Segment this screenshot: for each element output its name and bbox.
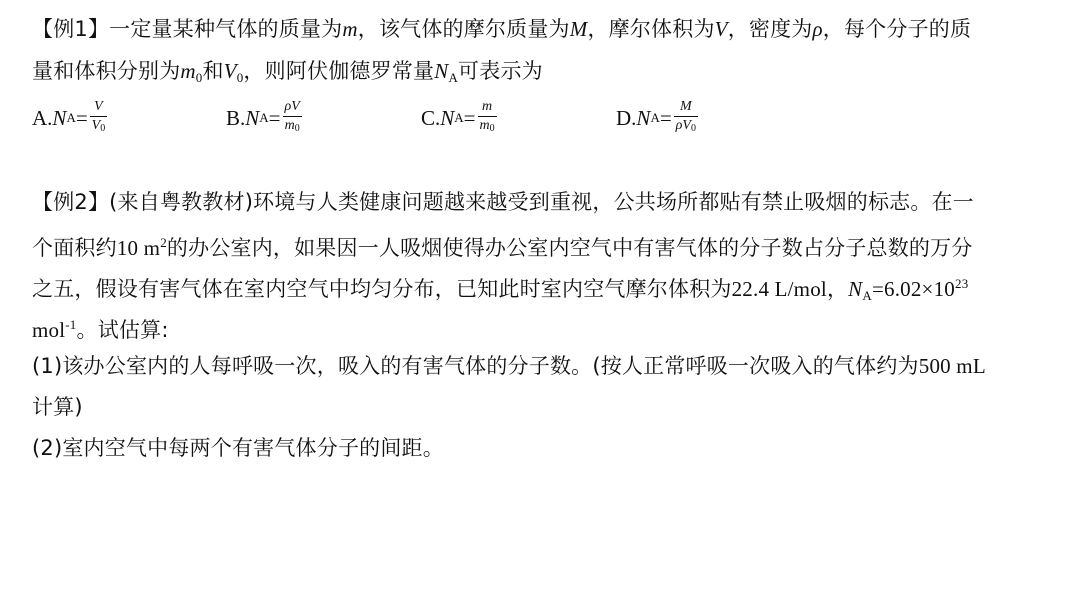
fraction <box>478 99 497 137</box>
fraction <box>90 99 108 137</box>
question-1-line1 <box>32 351 986 381</box>
denominator-symbol: V <box>91 118 101 133</box>
text-segment: ，则阿伏伽德罗常量 <box>243 59 435 83</box>
superscript: -1 <box>65 317 77 332</box>
fraction <box>674 99 698 137</box>
text-segment: 可表示为 <box>458 59 543 83</box>
denominator <box>283 118 302 137</box>
text-segment: ，该气体的摩尔质量为 <box>357 17 570 41</box>
symbol-V0: V <box>223 59 237 83</box>
example1-lead: 【例1】一定量某种气体的质量为 <box>32 17 343 41</box>
text-segment: 和 <box>202 59 224 83</box>
equals-sign: = <box>463 105 476 130</box>
fraction-bar <box>674 116 698 117</box>
subscript: 0 <box>236 70 244 85</box>
symbol-m0: m <box>180 59 196 83</box>
text-segment: (2)室内空气中每两个有害气体分子的间距。 <box>32 436 444 460</box>
text-segment: (1)该办公室内的人每呼吸一次，吸入的有害气体的分子数。(按人正常呼吸一次吸入的气体约为 <box>32 354 919 378</box>
unit-text: mol <box>32 318 66 342</box>
molar-volume-value: 22.4 L/mol <box>731 277 827 301</box>
subscript: A <box>862 288 872 303</box>
symbol-NA: N <box>636 105 651 130</box>
symbol-rho: ρ <box>812 17 823 41</box>
question-2 <box>32 433 444 463</box>
denominator <box>674 118 698 137</box>
equals-sign: = <box>268 105 281 130</box>
superscript: 2 <box>160 235 167 250</box>
text-segment: 的办公室内，如果因一人吸烟使得办公室内空气中有害气体的分子数占分子总数的万分 <box>166 236 973 260</box>
fraction <box>283 99 302 137</box>
symbol-NA: N <box>440 105 455 130</box>
subscript: 0 <box>100 123 106 134</box>
option-label: C. <box>421 105 441 130</box>
text-segment: ，摩尔体积为 <box>587 17 715 41</box>
text-segment: ， <box>826 277 849 301</box>
example2-stem-line1 <box>32 187 974 217</box>
example1-stem-line1 <box>32 14 971 44</box>
equals-sign: = <box>659 105 672 130</box>
symbol-m: m <box>342 17 358 41</box>
area-value: 10 m <box>116 236 161 260</box>
numerator: V <box>94 99 103 114</box>
example2-stem-line2 <box>32 228 973 263</box>
denominator-symbol: m <box>284 118 295 133</box>
subscript: 0 <box>690 123 696 134</box>
fraction-bar <box>90 116 108 117</box>
option-a[interactable] <box>32 96 107 140</box>
denominator <box>90 118 108 137</box>
numerator: m <box>482 99 493 114</box>
symbol-M: M <box>569 17 588 41</box>
subscript: A <box>448 70 459 85</box>
option-label: B. <box>226 105 246 130</box>
symbol-NA: N <box>848 277 863 301</box>
fraction-bar <box>478 116 497 117</box>
option-b[interactable] <box>226 96 302 140</box>
question-1-line2 <box>32 392 83 422</box>
option-label: A. <box>32 105 53 130</box>
option-d[interactable] <box>616 96 698 140</box>
symbol-NA: N <box>245 105 260 130</box>
symbol-NA: N <box>52 105 67 130</box>
subscript: 0 <box>294 123 300 134</box>
example2-stem-line3 <box>32 269 968 311</box>
text-segment: 个面积约 <box>32 236 117 260</box>
text-segment: 【例2】(来自粤教教材)环境与人类健康问题越来越受到重视，公共场所都贴有禁止吸烟的标志。在一 <box>32 190 974 214</box>
equals-sign: = <box>75 105 88 130</box>
numerator: ρV <box>284 99 300 114</box>
option-c[interactable] <box>421 96 497 140</box>
symbol-NA: N <box>434 59 449 83</box>
denominator <box>478 118 497 137</box>
text-segment: ，每个分子的质 <box>822 17 972 41</box>
subscript: A <box>650 110 660 125</box>
numerator: M <box>679 99 692 114</box>
example2-stem-line4 <box>32 310 169 345</box>
option-label: D. <box>616 105 637 130</box>
subscript: A <box>66 110 76 125</box>
symbol-V: V <box>714 17 728 41</box>
fraction-bar <box>283 116 302 117</box>
subscript: 0 <box>195 70 203 85</box>
text-segment: ，密度为 <box>727 17 813 41</box>
volume-value: 500 mL <box>918 354 986 378</box>
subscript: A <box>454 110 464 125</box>
text-segment: 。试估算: <box>76 318 169 342</box>
avogadro-value: =6.02×10 <box>871 277 956 301</box>
text-segment: 之五，假设有害气体在室内空气中均匀分布，已知此时室内空气摩尔体积为 <box>32 277 732 301</box>
example1-stem-line2 <box>32 56 543 93</box>
subscript: A <box>259 110 269 125</box>
denominator-symbol: ρV <box>675 118 691 133</box>
superscript: 23 <box>955 276 969 291</box>
subscript: 0 <box>489 123 495 134</box>
text-segment: 计算) <box>32 395 83 419</box>
denominator-symbol: m <box>479 118 490 133</box>
text-segment: 量和体积分别为 <box>32 59 181 83</box>
